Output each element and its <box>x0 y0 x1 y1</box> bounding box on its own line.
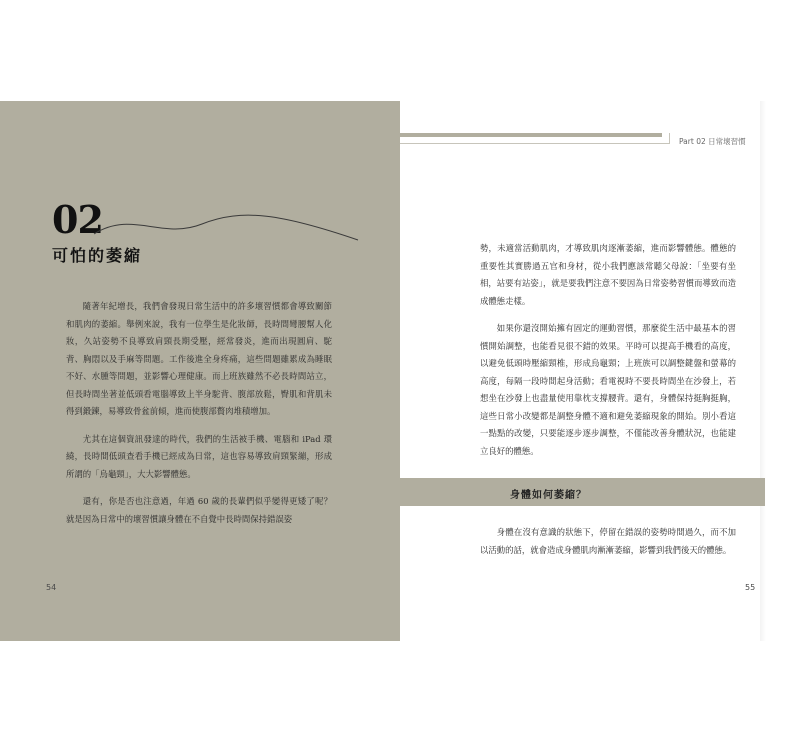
chapter-number: 02 <box>52 197 103 242</box>
left-page-number: 54 <box>46 583 57 592</box>
left-body-text <box>66 298 332 538</box>
left-paragraph: 隨著年紀增長，我們會發現日常生活中的許多壞習慣都會導致關節和肌肉的萎縮。舉例來說，我有一位學生是化妝師，長時間彎腰幫人化妝，久站姿勢不良導致肩頸長期受壓，經常發炎，進而出現圓肩、駝背、胸悶以及手麻等問題。工作後進全身疼痛，這些問題雖累成為睡眠不好、水腫等問題，並影響心理健康。而上班族雖然不必長時間站立，但長時間坐著並低頭看電腦導致上半身駝背、腹部放鬆，臀肌和背肌未得到鍛鍊，易導致骨盆前傾，進而使腹部贅肉堆積增加。 <box>66 301 332 416</box>
right-paragraph: 如果你還沒開始擁有固定的運動習慣，那麼從生活中最基本的習慣開始調整，也能看見很不錯的效果。平時可以提高手機看的高度，以避免低頭時壓縮頸椎，形成烏龜頸；上班族可以調整鍵盤和螢幕的高度，每隔一段時間起身活動；看電視時不要長時間坐在沙發上，若想坐在沙發上也盡量使用靠枕支撐腰背。還有，身體保持挺胸挺胸，這些日常小改變都是調整身體不適和避免萎縮現象的開始。別小看這一點點的改變，只要能逐步逐步調整，不僅能改善身體狀況，也能建立良好的體態。 <box>480 323 736 456</box>
left-paragraph: 尤其在這個資訊發達的時代，我們的生活被手機、電腦和 iPad 環繞，長時間低頭查看手機已經成為日常，這也容易導致肩頸緊繃，形成所謂的「烏龜頸」，大大影響體態。 <box>66 433 332 479</box>
running-head-bar <box>400 133 662 137</box>
running-head-rule <box>400 143 670 144</box>
right-paragraph: 身體在沒有意識的狀態下，停留在錯誤的姿勢時間過久，而不加以活動的話，就會造成身體肌肉漸漸萎縮，影響到我們後天的體態。 <box>480 527 736 555</box>
chapter-swoosh-decoration <box>92 206 362 246</box>
right-page-number: 55 <box>745 583 756 592</box>
running-head-tick <box>669 133 670 144</box>
right-paragraph: 勢，未適當活動肌肉，才導致肌肉逐漸萎縮，進而影響體態。體態的重要性其實勝過五官和身材，從小我們應該常聽父母說：「坐要有坐相，站要有站姿」，就是要我們注意不要因為日常姿勢習慣而導致而造成體態走樣。 <box>480 243 736 306</box>
running-head: Part 02 日常壞習慣 <box>679 137 746 146</box>
section-title: 身體如何萎縮？ <box>510 490 587 501</box>
left-paragraph: 還有，你是否也注意過，年過 60 歲的長輩們似乎變得更矮了呢？就是因為日常中的壞習慣讓身體在不自覺中長時間保持錯誤姿 <box>66 496 332 524</box>
right-body-text-top <box>480 240 736 470</box>
chapter-title: 可怕的萎縮 <box>52 246 143 265</box>
right-body-text-bottom <box>480 524 736 569</box>
page-edge-shadow <box>760 101 766 641</box>
